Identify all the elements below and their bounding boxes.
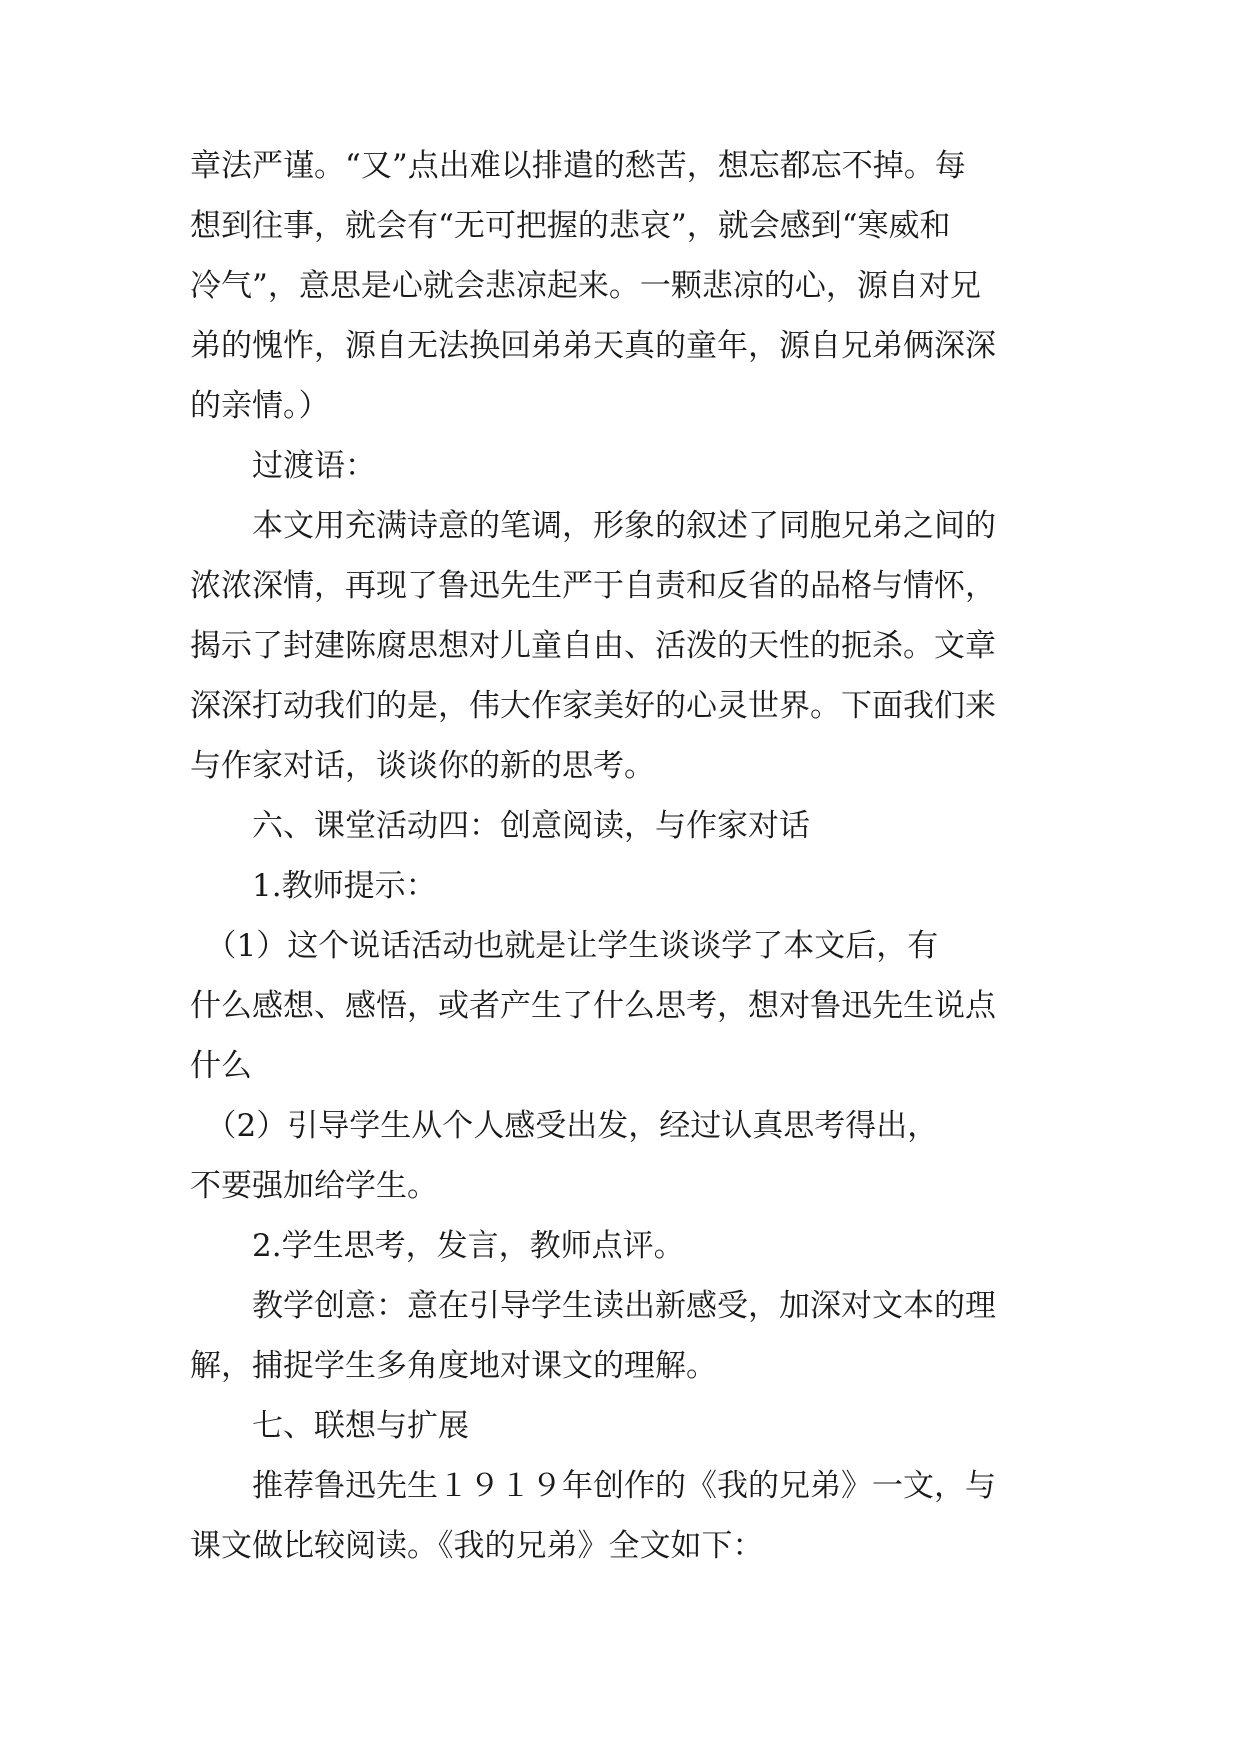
- text-line: 什么感想、感悟，或者产生了什么思考，想对鲁迅先生说点: [190, 988, 996, 1024]
- list-item: 2.学生思考，发言，教师点评。: [190, 1228, 685, 1264]
- text-line: 课文做比较阅读。《我的兄弟》全文如下：: [190, 1528, 764, 1564]
- text-line: 深深打动我们的是，伟大作家美好的心灵世界。下面我们来: [190, 688, 996, 724]
- text-line: 本文用充满诗意的笔调，形象的叙述了同胞兄弟之间的: [190, 508, 996, 544]
- text-line: 冷气”，意思是心就会悲凉起来。一颗悲凉的心，源自对兄: [190, 268, 981, 304]
- text-line: 揭示了封建陈腐思想对儿童自由、活泼的天性的扼杀。文章: [190, 628, 996, 664]
- text-line: 想到往事，就会有“无可把握的悲哀”，就会感到“寒威和: [190, 208, 951, 244]
- text-line: 与作家对话，谈谈你的新的思考。: [190, 748, 655, 784]
- text-line: 章法严谨。“又”点出难以排遣的愁苦，想忘都忘不掉。每: [190, 148, 966, 184]
- text-line: 推荐鲁迅先生１９１９年创作的《我的兄弟》一文，与: [190, 1468, 996, 1504]
- text-line: 不要强加给学生。: [190, 1168, 438, 1204]
- text-line: 解，捕捉学生多角度地对课文的理解。: [190, 1348, 717, 1384]
- section-heading: 七、联想与扩展: [190, 1408, 469, 1444]
- text-line: （2）引导学生从个人感受出发，经过认真思考得出，: [190, 1108, 939, 1144]
- section-heading: 六、课堂活动四：创意阅读，与作家对话: [190, 808, 810, 844]
- text-line: 什么: [190, 1048, 252, 1084]
- text-line: （1）这个说话活动也就是让学生谈谈学了本文后，有: [190, 928, 939, 964]
- text-line: 教学创意：意在引导学生读出新感受，加深对文本的理: [190, 1288, 996, 1324]
- text-line: 弟的愧怍，源自无法换回弟弟天真的童年，源自兄弟俩深深: [190, 328, 996, 364]
- text-line: 浓浓深情，再现了鲁迅先生严于自责和反省的品格与情怀，: [190, 568, 996, 604]
- list-item: 1.教师提示：: [190, 868, 437, 904]
- text-line: 的亲情。）: [190, 388, 330, 424]
- section-label: 过渡语：: [190, 448, 376, 484]
